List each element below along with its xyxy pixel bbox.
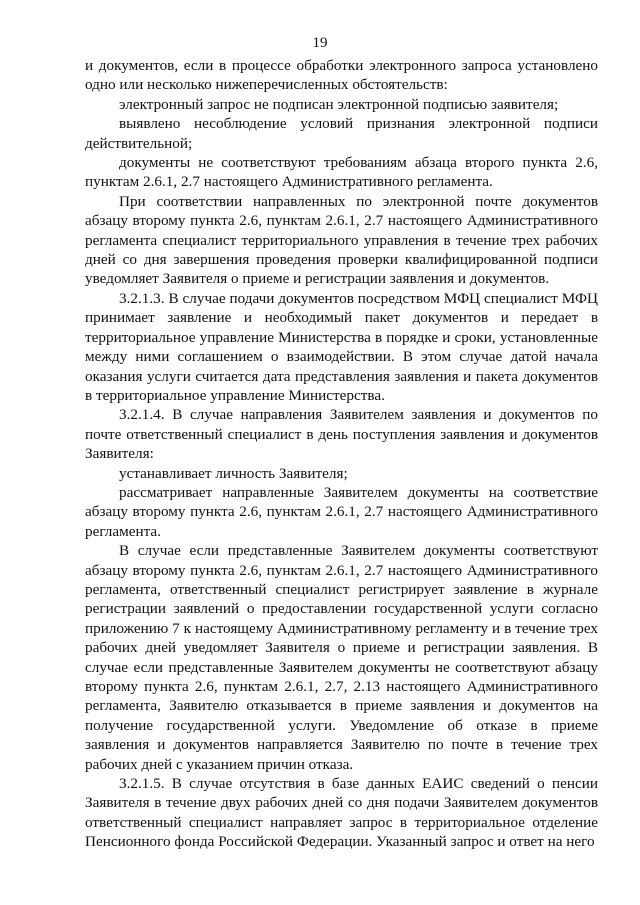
page-number: 19 [312,35,328,51]
paragraph-continuation: и документов, если в процессе обработки электронного запроса установлено одно или несколько нижеперечисленных обстоятельств: [85,57,598,94]
paragraph-signature-invalid: выявлено несоблюдение условий признания электронной подписи действительной; [85,115,598,152]
paragraph-email-compliance: При соответствии направленных по электронной почте документов абзацу второму пункта 2.6, пунктам 2.6.1, 2.7 настоящего Административного регламента специалист территориального управления в течение трех рабочих дней со дня завершения проведения проверки квалифицированной подписи уведомляет Заявителя о приеме и регистрации заявления и документов. [85,192,598,288]
paragraph-3-2-1-3: 3.2.1.3. В случае подачи документов посредством МФЦ специалист МФЦ принимает заявление и необходимый пакет документов и передает в территориальное управление Министерства в порядке и сроки, установленные между ними соглашением о взаимодействии. В этом случае датой начала оказания услуги считается дата представления заявления и пакета документов в территориальное управление Министерства. [85,289,598,404]
paragraph-documents-mismatch: документы не соответствуют требованиям абзаца второго пункта 2.6, пунктам 2.6.1, 2.7 настоящего Административного регламента. [85,154,598,191]
paragraph-3-2-1-4: 3.2.1.4. В случае направления Заявителем заявления и документов по почте ответственный специалист в день поступления заявления и документов Заявителя: [85,406,598,463]
paragraph-identity: устанавливает личность Заявителя; [119,464,348,482]
document-body [85,56,598,852]
paragraph-registration: В случае если представленные Заявителем документы соответствуют абзацу второму пункта 2.6, пунктам 2.6.1, 2.7 настоящего Административного регламента, ответственный специалист регистрирует заявление в журнале регистрации заявлений о предоставлении государственной услуги согласно приложению 7 к настоящему Административному регламенту и в течение трех рабочих дней уведомляет Заявителя о приеме и регистрации заявления. В случае если представленные Заявителем документы не соответствуют абзацу второму пункта 2.6, пунктам 2.6.1, 2.7, 2.13 настоящего Административного регламента, Заявителю отказывается в приеме заявления и документов на получение государственной услуги. Уведомление об отказе в приеме заявления и документов направляется Заявителю по почте в течение трех рабочих дней с указанием причин отказа. [85,542,598,773]
paragraph-unsigned-request: электронный запрос не подписан электронной подписью заявителя; [119,95,559,113]
paragraph-review-documents: рассматривает направленные Заявителем документы на соответствие абзацу второму пункта 2.6, пунктам 2.6.1, 2.7 настоящего Административного регламента. [85,483,598,540]
paragraph-3-2-1-5: 3.2.1.5. В случае отсутствия в базе данных ЕАИС сведений о пенсии Заявителя в течение двух рабочих дней со дня подачи Заявителем документов ответственный специалист направляет запрос в территориальное отделение Пенсионного фонда Российской Федерации. Указанный запрос и ответ на него [85,775,598,851]
